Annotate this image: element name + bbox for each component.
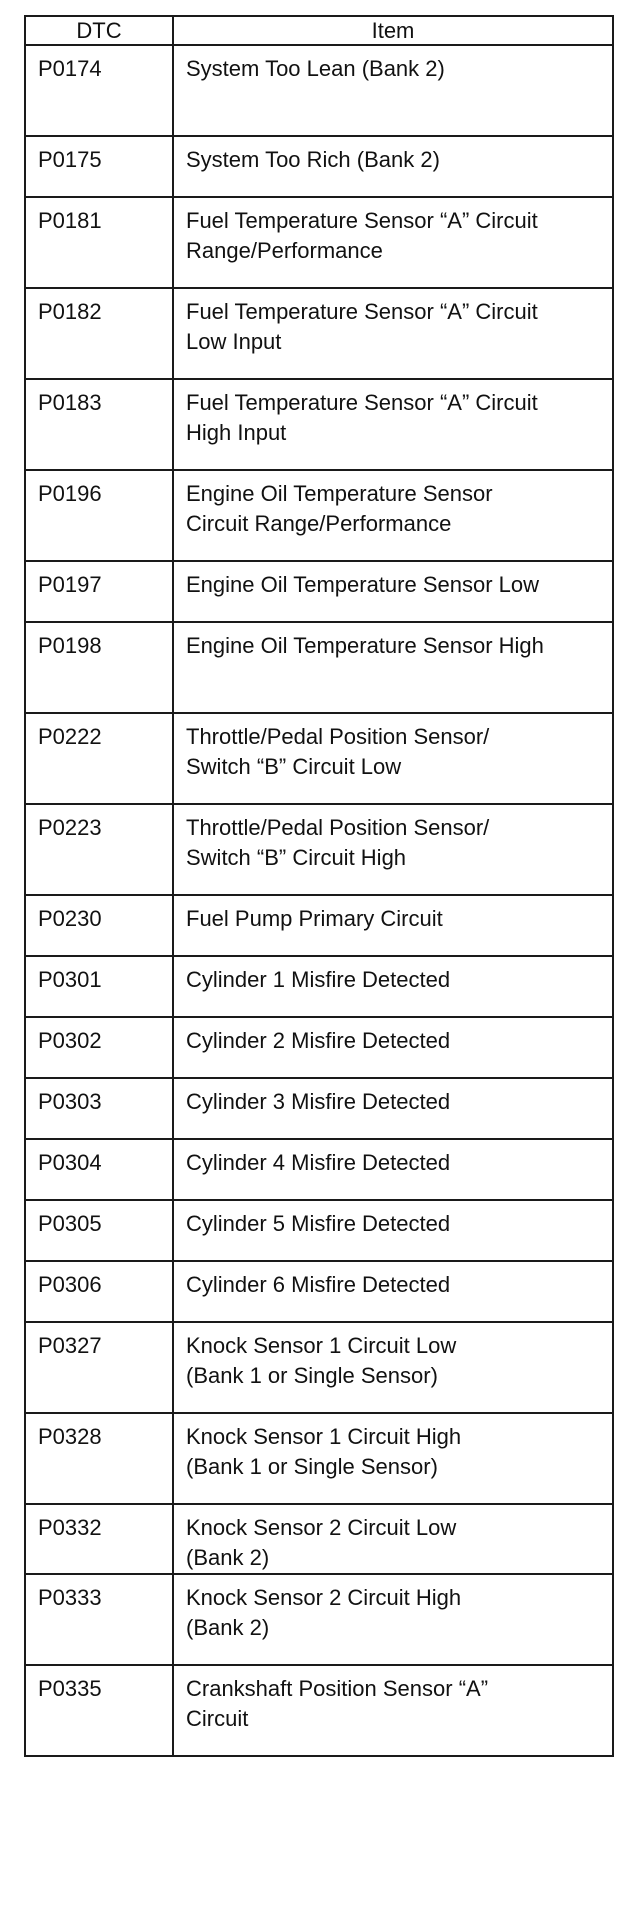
table-row bbox=[25, 895, 613, 956]
dtc-code: P0182 bbox=[25, 288, 173, 379]
dtc-description: Fuel Temperature Sensor “A” Circuit High Input bbox=[173, 379, 613, 470]
table-row bbox=[25, 1078, 613, 1139]
table-row bbox=[25, 136, 613, 197]
dtc-description: Knock Sensor 1 Circuit High (Bank 1 or Single Sensor) bbox=[173, 1413, 613, 1504]
dtc-code: P0327 bbox=[25, 1322, 173, 1413]
table-row bbox=[25, 622, 613, 713]
dtc-code: P0302 bbox=[25, 1017, 173, 1078]
dtc-code: P0304 bbox=[25, 1139, 173, 1200]
dtc-code: P0197 bbox=[25, 561, 173, 622]
dtc-code: P0181 bbox=[25, 197, 173, 288]
dtc-code: P0230 bbox=[25, 895, 173, 956]
dtc-description: System Too Lean (Bank 2) bbox=[173, 45, 613, 136]
table-row bbox=[25, 45, 613, 136]
dtc-description: Cylinder 2 Misfire Detected bbox=[173, 1017, 613, 1078]
dtc-description: Throttle/Pedal Position Sensor/ Switch “B” Circuit Low bbox=[173, 713, 613, 804]
dtc-code: P0223 bbox=[25, 804, 173, 895]
table-row bbox=[25, 197, 613, 288]
table-row bbox=[25, 1200, 613, 1261]
dtc-code: P0333 bbox=[25, 1574, 173, 1665]
dtc-code: P0303 bbox=[25, 1078, 173, 1139]
table-row bbox=[25, 713, 613, 804]
header-dtc: DTC bbox=[25, 16, 173, 45]
table-row bbox=[25, 1017, 613, 1078]
table-header-row bbox=[25, 16, 613, 45]
dtc-description: Fuel Pump Primary Circuit bbox=[173, 895, 613, 956]
table-row bbox=[25, 1574, 613, 1665]
dtc-table bbox=[24, 15, 614, 1757]
table-row bbox=[25, 379, 613, 470]
dtc-description: Knock Sensor 2 Circuit Low (Bank 2) bbox=[173, 1504, 613, 1574]
dtc-code: P0175 bbox=[25, 136, 173, 197]
dtc-code: P0328 bbox=[25, 1413, 173, 1504]
dtc-code: P0301 bbox=[25, 956, 173, 1017]
dtc-description: Engine Oil Temperature Sensor Circuit Range/Performance bbox=[173, 470, 613, 561]
dtc-code: P0198 bbox=[25, 622, 173, 713]
dtc-code: P0306 bbox=[25, 1261, 173, 1322]
table-row bbox=[25, 956, 613, 1017]
dtc-code: P0335 bbox=[25, 1665, 173, 1756]
dtc-code: P0332 bbox=[25, 1504, 173, 1574]
table-row bbox=[25, 1413, 613, 1504]
table-row bbox=[25, 804, 613, 895]
table-row bbox=[25, 561, 613, 622]
dtc-description: Cylinder 4 Misfire Detected bbox=[173, 1139, 613, 1200]
dtc-description: Fuel Temperature Sensor “A” Circuit Range/Performance bbox=[173, 197, 613, 288]
dtc-code: P0305 bbox=[25, 1200, 173, 1261]
dtc-description: Knock Sensor 2 Circuit High (Bank 2) bbox=[173, 1574, 613, 1665]
dtc-description: Throttle/Pedal Position Sensor/ Switch “B” Circuit High bbox=[173, 804, 613, 895]
dtc-description: Crankshaft Position Sensor “A” Circuit bbox=[173, 1665, 613, 1756]
dtc-code: P0196 bbox=[25, 470, 173, 561]
dtc-description: Engine Oil Temperature Sensor High bbox=[173, 622, 613, 713]
dtc-code: P0183 bbox=[25, 379, 173, 470]
dtc-description: Cylinder 1 Misfire Detected bbox=[173, 956, 613, 1017]
dtc-description: Knock Sensor 1 Circuit Low (Bank 1 or Single Sensor) bbox=[173, 1322, 613, 1413]
dtc-description: Fuel Temperature Sensor “A” Circuit Low Input bbox=[173, 288, 613, 379]
dtc-description: Cylinder 3 Misfire Detected bbox=[173, 1078, 613, 1139]
table-row bbox=[25, 1665, 613, 1756]
dtc-code: P0222 bbox=[25, 713, 173, 804]
table-row bbox=[25, 1139, 613, 1200]
dtc-code: P0174 bbox=[25, 45, 173, 136]
dtc-description: Engine Oil Temperature Sensor Low bbox=[173, 561, 613, 622]
dtc-description: Cylinder 5 Misfire Detected bbox=[173, 1200, 613, 1261]
table-row bbox=[25, 1261, 613, 1322]
dtc-description: System Too Rich (Bank 2) bbox=[173, 136, 613, 197]
table-row bbox=[25, 288, 613, 379]
dtc-description: Cylinder 6 Misfire Detected bbox=[173, 1261, 613, 1322]
table-row bbox=[25, 1322, 613, 1413]
table-body bbox=[25, 45, 613, 1756]
table-row bbox=[25, 1504, 613, 1574]
header-item: Item bbox=[173, 16, 613, 45]
table-row bbox=[25, 470, 613, 561]
